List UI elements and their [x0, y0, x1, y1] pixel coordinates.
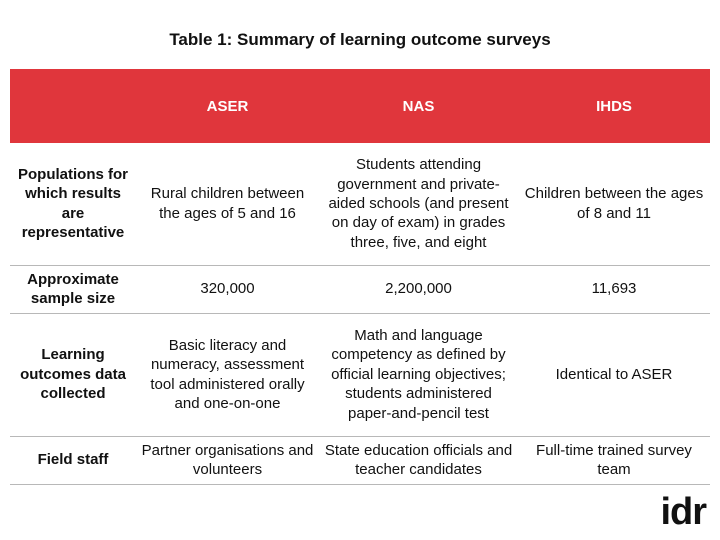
- cell-aser-field-staff: Partner organisations and volunteers: [136, 436, 319, 484]
- row-label-populations: Populations for which results are representative: [10, 143, 136, 265]
- table-row: [10, 265, 710, 313]
- column-header-nas: NAS: [319, 69, 518, 143]
- cell-aser-learning-outcomes: Basic literacy and numeracy, assessment tool administered orally and one-on-one: [136, 313, 319, 436]
- survey-summary-table: [10, 69, 710, 485]
- cell-ihds-learning-outcomes: Identical to ASER: [518, 313, 710, 436]
- table-row: [10, 143, 710, 265]
- cell-ihds-field-staff: Full-time trained survey team: [518, 436, 710, 484]
- row-label-sample-size: Approximate sample size: [10, 265, 136, 313]
- cell-aser-sample-size: 320,000: [136, 265, 319, 313]
- table-header-row: [10, 69, 710, 143]
- row-label-field-staff: Field staff: [10, 436, 136, 484]
- cell-ihds-populations: Children between the ages of 8 and 11: [518, 143, 710, 265]
- column-header-ihds: IHDS: [518, 69, 710, 143]
- table-row: [10, 313, 710, 436]
- table-row: [10, 436, 710, 484]
- idr-logo: idr: [660, 491, 706, 533]
- cell-aser-populations: Rural children between the ages of 5 and 16: [136, 143, 319, 265]
- cell-nas-sample-size: 2,200,000: [319, 265, 518, 313]
- column-header-aser: ASER: [136, 69, 319, 143]
- cell-nas-field-staff: State education officials and teacher candidates: [319, 436, 518, 484]
- column-header-empty: [10, 69, 136, 143]
- cell-nas-populations: Students attending government and private-aided schools (and present on day of exam) in grades three, five, and eight: [319, 143, 518, 265]
- cell-nas-learning-outcomes: Math and language competency as defined by official learning objectives; students administered paper-and-pencil test: [319, 313, 518, 436]
- row-label-learning-outcomes: Learning outcomes data collected: [10, 313, 136, 436]
- page-title: Table 1: Summary of learning outcome surveys: [169, 30, 551, 49]
- cell-ihds-sample-size: 11,693: [518, 265, 710, 313]
